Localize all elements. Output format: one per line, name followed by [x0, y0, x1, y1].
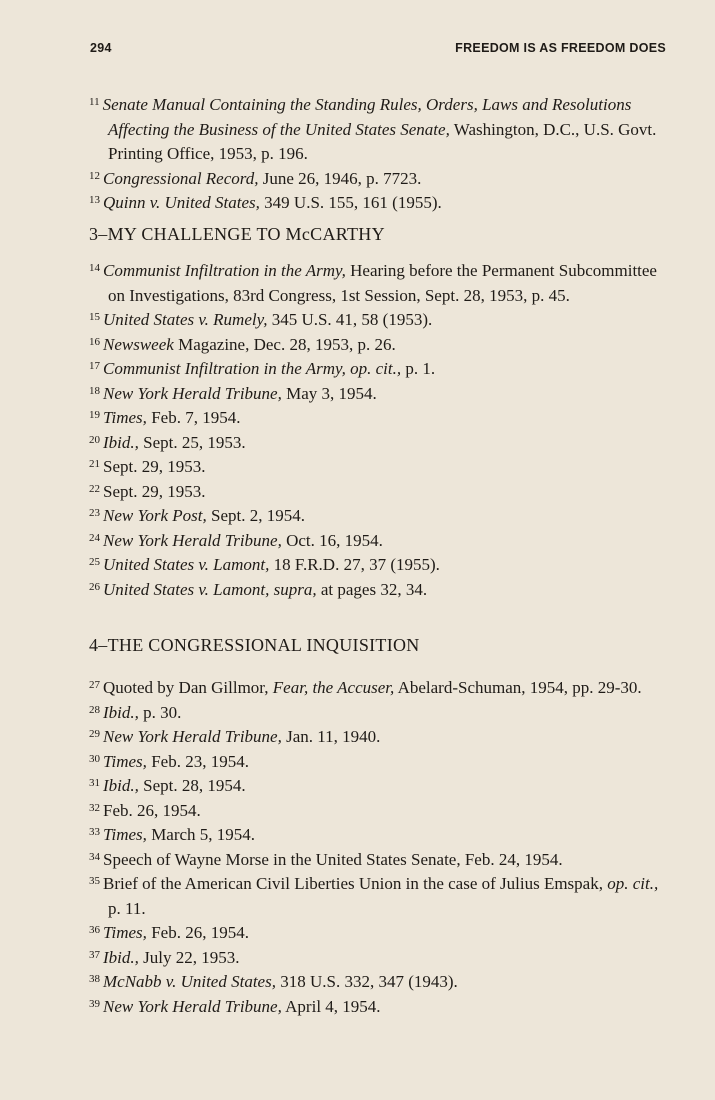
footnote-text: Sept. 28, 1954. — [138, 776, 246, 795]
page-number: 294 — [90, 41, 112, 55]
footnote — [89, 308, 669, 333]
footnote-number: 23 — [89, 507, 100, 519]
footnote — [89, 333, 669, 358]
footnote-italic-text: Times, — [103, 923, 147, 942]
footnote-number: 36 — [89, 924, 100, 936]
footnote — [89, 504, 669, 529]
notes-list-top — [89, 93, 669, 216]
footnote-text: 349 U.S. 155, 161 (1955). — [259, 193, 442, 212]
footnote — [89, 921, 669, 946]
footnote — [89, 167, 669, 192]
footnote-italic-text: Ibid., — [103, 776, 139, 795]
footnote — [89, 406, 669, 431]
footnote-number: 35 — [89, 875, 100, 887]
running-title: FREEDOM IS AS FREEDOM DOES — [455, 41, 666, 55]
footnote-text: Sept. 29, 1953. — [103, 481, 206, 501]
footnote — [89, 578, 669, 603]
footnote-text: Feb. 26, 1954. — [146, 923, 249, 942]
footnote — [89, 357, 669, 382]
footnote-text: Feb. 23, 1954. — [146, 751, 249, 771]
footnote — [89, 725, 669, 750]
footnote-text: p. 11. — [108, 898, 146, 918]
footnote-italic-text: op. cit., — [607, 874, 659, 893]
footnote-text: 318 U.S. 332, 347 (1943). — [275, 972, 458, 991]
footnote-italic-text: Congressional Record, — [103, 168, 259, 188]
footnote — [89, 799, 669, 824]
footnote-italic-text: Fear, the Accuser, — [272, 678, 395, 697]
footnote-number: 29 — [89, 728, 100, 740]
footnote-number: 31 — [89, 777, 100, 789]
footnote-number: 11 — [89, 96, 100, 108]
footnote — [89, 970, 669, 995]
footnote-text: Speech of Wayne Morse in the United States Senate, Feb. 24, 1954. — [103, 849, 563, 869]
footnote-text: Sept. 2, 1954. — [206, 506, 305, 525]
footnote — [89, 750, 669, 775]
footnote-italic-text: Times, — [103, 408, 147, 427]
footnote-text: Magazine, Dec. 28, 1953, p. 26. — [173, 334, 396, 354]
footnote-text: Sept. 29, 1953. — [103, 457, 206, 476]
footnote-text: 18 F.R.D. 27, 37 (1955). — [269, 555, 440, 574]
footnote-number: 37 — [89, 948, 100, 961]
footnote-text: July 22, 1953. — [138, 947, 240, 967]
footnote-number: 34 — [89, 850, 100, 863]
footnote-text: Brief of the American Civil Liberties Union in the case of Julius Emspak, — [103, 874, 608, 893]
footnote-italic-text: New York Post, — [103, 506, 207, 525]
footnote-text: May 3, 1954. — [281, 383, 377, 403]
footnote-number: 13 — [89, 194, 100, 206]
footnote — [89, 553, 669, 578]
notes-list-section-4 — [89, 676, 669, 1019]
footnote-text: p. 30. — [138, 702, 182, 722]
footnote-number: 27 — [89, 679, 100, 691]
footnote-italic-text: United States v. Lamont, — [103, 555, 270, 574]
footnote — [89, 676, 669, 701]
footnote — [89, 995, 669, 1020]
footnote-italic-text: Times, — [103, 825, 147, 844]
footnote — [89, 701, 669, 726]
running-header — [90, 41, 666, 61]
footnote-text: Washington, D.C., U.S. Govt. Printing Office, 1953, p. 196. — [108, 119, 657, 163]
footnote — [89, 774, 669, 799]
footnote-text: Jan. 11, 1940. — [281, 727, 381, 746]
footnote-number: 32 — [89, 801, 100, 814]
footnote-number: 30 — [89, 752, 100, 765]
footnote-italic-text: Ibid., — [103, 947, 139, 967]
footnote-text: June 26, 1946, p. 7723. — [258, 168, 422, 188]
footnote-number: 25 — [89, 556, 100, 568]
footnote-number: 18 — [89, 384, 100, 397]
footnote — [89, 946, 669, 971]
footnote-number: 20 — [89, 433, 100, 446]
section-heading: 3–MY CHALLENGE TO McCARTHY — [89, 224, 385, 244]
footnote-italic-text: New York Herald Tribune, — [103, 996, 282, 1016]
footnote-italic-text: Communist Infiltration in the Army, op. cit., — [103, 359, 402, 378]
footnote-number: 28 — [89, 703, 100, 716]
footnote — [89, 455, 669, 480]
footnote-italic-text: United States v. Rumely, — [103, 310, 268, 329]
footnote-italic-text: New York Herald Tribune, — [103, 530, 282, 550]
footnote-italic-text: Communist Infiltration in the Army, — [103, 261, 346, 280]
footnote-text: April 4, 1954. — [281, 996, 381, 1016]
footnote-text: Oct. 16, 1954. — [281, 530, 383, 550]
footnote — [89, 93, 669, 167]
footnote-italic-text: New York Herald Tribune, — [103, 383, 282, 403]
footnote-text: 345 U.S. 41, 58 (1953). — [267, 310, 433, 329]
footnote-text: Quoted by Dan Gillmor, — [103, 678, 273, 697]
footnote-number: 16 — [89, 335, 100, 348]
footnote-number: 38 — [89, 973, 100, 985]
footnote — [89, 872, 669, 921]
footnote-number: 22 — [89, 482, 100, 495]
footnote — [89, 529, 669, 554]
footnote-text: p. 1. — [401, 359, 436, 378]
footnote — [89, 191, 669, 216]
footnote-italic-text: New York Herald Tribune, — [103, 727, 282, 746]
footnote-text: Feb. 7, 1954. — [146, 408, 241, 427]
footnote-number: 12 — [89, 169, 100, 182]
footnote-italic-text: Newsweek — [103, 334, 174, 354]
footnote-number: 14 — [89, 262, 100, 274]
footnote-italic-text: Senate Manual Containing the Standing Rules, Orders, Laws and Resolutions Affecting the Business of the United States Senate, — [102, 95, 632, 139]
footnote-number: 19 — [89, 409, 100, 421]
footnote — [89, 431, 669, 456]
footnote-number: 21 — [89, 458, 100, 470]
footnote-italic-text: United States v. Lamont, supra, — [103, 579, 317, 599]
section-heading: 4–THE CONGRESSIONAL INQUISITION — [89, 635, 420, 655]
footnote-text: Hearing before the Permanent Subcommittee on Investigations, 83rd Congress, 1st Session, Sept. 28, 1953, p. 45. — [108, 261, 657, 305]
notes-list-section-3 — [89, 259, 669, 602]
footnote-text: March 5, 1954. — [146, 825, 256, 844]
footnote-italic-text: Ibid., — [103, 702, 139, 722]
footnote-number: 15 — [89, 311, 100, 323]
footnote — [89, 823, 669, 848]
footnote-italic-text: McNabb v. United States, — [103, 972, 276, 991]
footnote-number: 17 — [89, 360, 100, 372]
footnote-text: Sept. 25, 1953. — [138, 432, 246, 452]
footnote-number: 26 — [89, 580, 100, 593]
footnote-italic-text: Ibid., — [103, 432, 139, 452]
footnote-number: 39 — [89, 997, 100, 1010]
footnote — [89, 382, 669, 407]
footnote-number: 33 — [89, 826, 100, 838]
footnote — [89, 480, 669, 505]
footnote-text: Abelard-Schuman, 1954, pp. 29-30. — [394, 678, 642, 697]
footnote-text: Feb. 26, 1954. — [103, 800, 201, 820]
footnote — [89, 848, 669, 873]
footnote-number: 24 — [89, 531, 100, 544]
footnote-italic-text: Times, — [103, 751, 147, 771]
footnote-italic-text: Quinn v. United States, — [103, 193, 260, 212]
footnote — [89, 259, 669, 308]
footnote-text: at pages 32, 34. — [316, 579, 428, 599]
